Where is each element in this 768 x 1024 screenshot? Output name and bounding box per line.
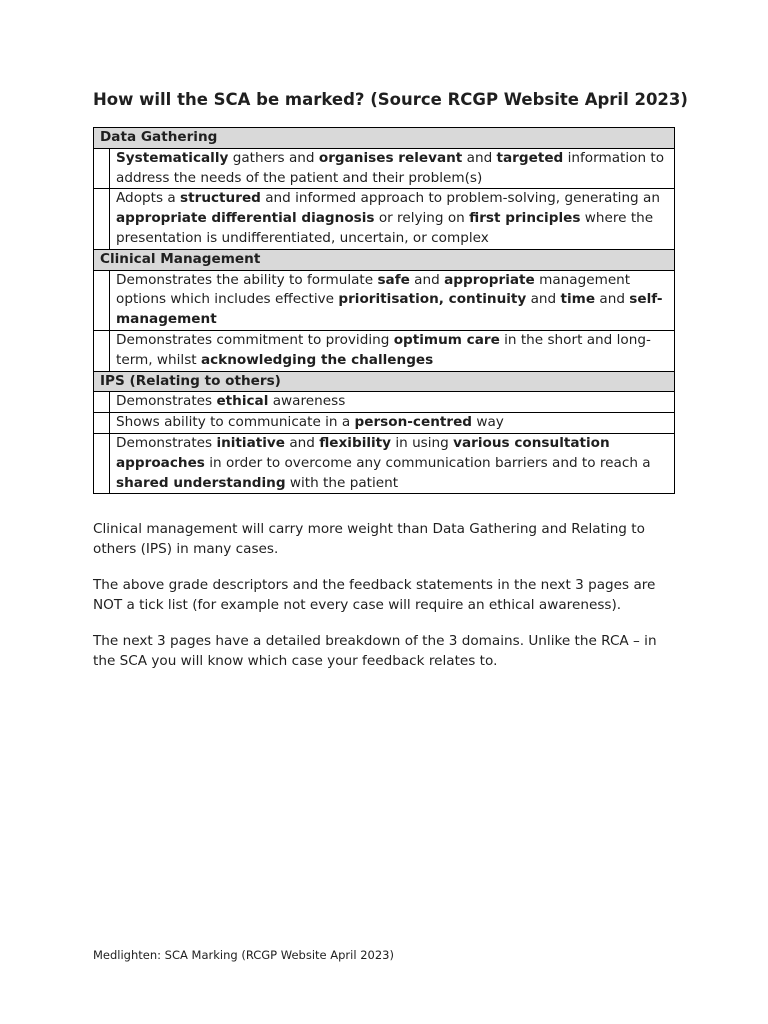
criterion-segment: and (462, 149, 497, 166)
emphasis-text: Systematically (116, 149, 229, 166)
domain-header-row (94, 371, 675, 392)
criterion-segment: and informed approach to problem-solving, generating an (260, 190, 660, 207)
emphasis-text: appropriate differential diagnosis (116, 210, 375, 227)
emphasis-text: ethical (216, 393, 269, 410)
domain-heading: IPS (Relating to others) (94, 371, 675, 392)
domain-heading: Data Gathering (94, 128, 675, 149)
emphasis-text: structured (180, 190, 261, 207)
emphasis-text: optimum care (393, 331, 500, 348)
criterion-text (110, 392, 675, 413)
emphasis-text: time (560, 291, 596, 308)
criterion-segment: gathers and (228, 149, 319, 166)
criterion-segment: in order to overcome any communication barriers and to reach a (204, 454, 651, 471)
emphasis-text: flexibility (319, 434, 392, 451)
domain-heading: Clinical Management (94, 249, 675, 270)
paragraph-weighting: Clinical management will carry more weight than Data Gathering and Relating to others (IPS) in many cases. (93, 521, 645, 557)
emphasis-text: initiative (216, 434, 286, 451)
criterion-segment: Adopts a (116, 190, 181, 207)
paragraph-next-pages: The next 3 pages have a detailed breakdown of the 3 domains. Unlike the RCA – in the SCA you will know which case your feedback relates to. (93, 633, 657, 669)
criterion-row (94, 392, 675, 413)
emphasis-text: targeted (496, 149, 564, 166)
criterion-segment: in using (391, 434, 454, 451)
emphasis-text: organises relevant (318, 149, 463, 166)
criterion-row (94, 433, 675, 493)
criterion-segment: Demonstrates (116, 434, 217, 451)
marking-criteria-table (93, 127, 675, 494)
criterion-row (94, 413, 675, 434)
emphasis-text: appropriate (444, 271, 535, 288)
tick-cell (94, 433, 110, 493)
criterion-segment: and (409, 271, 445, 288)
criterion-segment: and (526, 291, 561, 308)
tick-cell (94, 189, 110, 249)
criterion-segment: awareness (268, 393, 346, 410)
criterion-row (94, 330, 675, 371)
criterion-text (110, 413, 675, 434)
criterion-segment: with the patient (285, 474, 399, 491)
domain-header-row (94, 128, 675, 149)
criterion-text (110, 270, 675, 330)
tick-cell (94, 330, 110, 371)
paragraph-not-tick-list: The above grade descriptors and the feedback statements in the next 3 pages are NOT a tick list (for example not every case will require an ethical awareness). (93, 577, 656, 613)
criterion-row (94, 270, 675, 330)
criterion-segment: and (595, 291, 630, 308)
tick-cell (94, 270, 110, 330)
emphasis-text: person-centred (354, 414, 473, 431)
tick-cell (94, 392, 110, 413)
emphasis-text: acknowledging the challenges (200, 351, 434, 368)
criterion-text (110, 330, 675, 371)
emphasis-text: prioritisation, continuity (338, 291, 527, 308)
criterion-text (110, 148, 675, 189)
emphasis-text: first principles (469, 210, 581, 227)
criterion-text (110, 189, 675, 249)
criterion-segment: management options which includes effective (116, 271, 631, 308)
emphasis-text: shared understanding (116, 474, 286, 491)
page-title: How will the SCA be marked? (Source RCGP Website April 2023) (93, 90, 688, 109)
criterion-row (94, 189, 675, 249)
criterion-text (110, 433, 675, 493)
criterion-segment: where the presentation is undifferentiated, uncertain, or complex (116, 210, 654, 246)
emphasis-text: safe (377, 271, 410, 288)
criterion-segment: and (285, 434, 320, 451)
criterion-segment: Shows ability to communicate in a (116, 414, 355, 431)
criterion-segment: Demonstrates commitment to providing (116, 331, 394, 348)
criterion-segment: way (472, 414, 504, 431)
criterion-segment: Demonstrates the ability to formulate (116, 271, 378, 288)
criterion-segment: or relying on (374, 210, 470, 227)
criterion-segment: in the short and long-term, whilst (116, 331, 651, 368)
emphasis-text: various consultation approaches (116, 434, 610, 471)
criterion-segment: information to address the needs of the patient and their problem(s) (116, 149, 665, 186)
page-footer: Medlighten: SCA Marking (RCGP Website April 2023) (93, 948, 394, 962)
emphasis-text: self-management (116, 291, 663, 328)
criterion-segment: Demonstrates (116, 393, 217, 410)
tick-cell (94, 413, 110, 434)
tick-cell (94, 148, 110, 189)
domain-header-row (94, 249, 675, 270)
criterion-row (94, 148, 675, 189)
